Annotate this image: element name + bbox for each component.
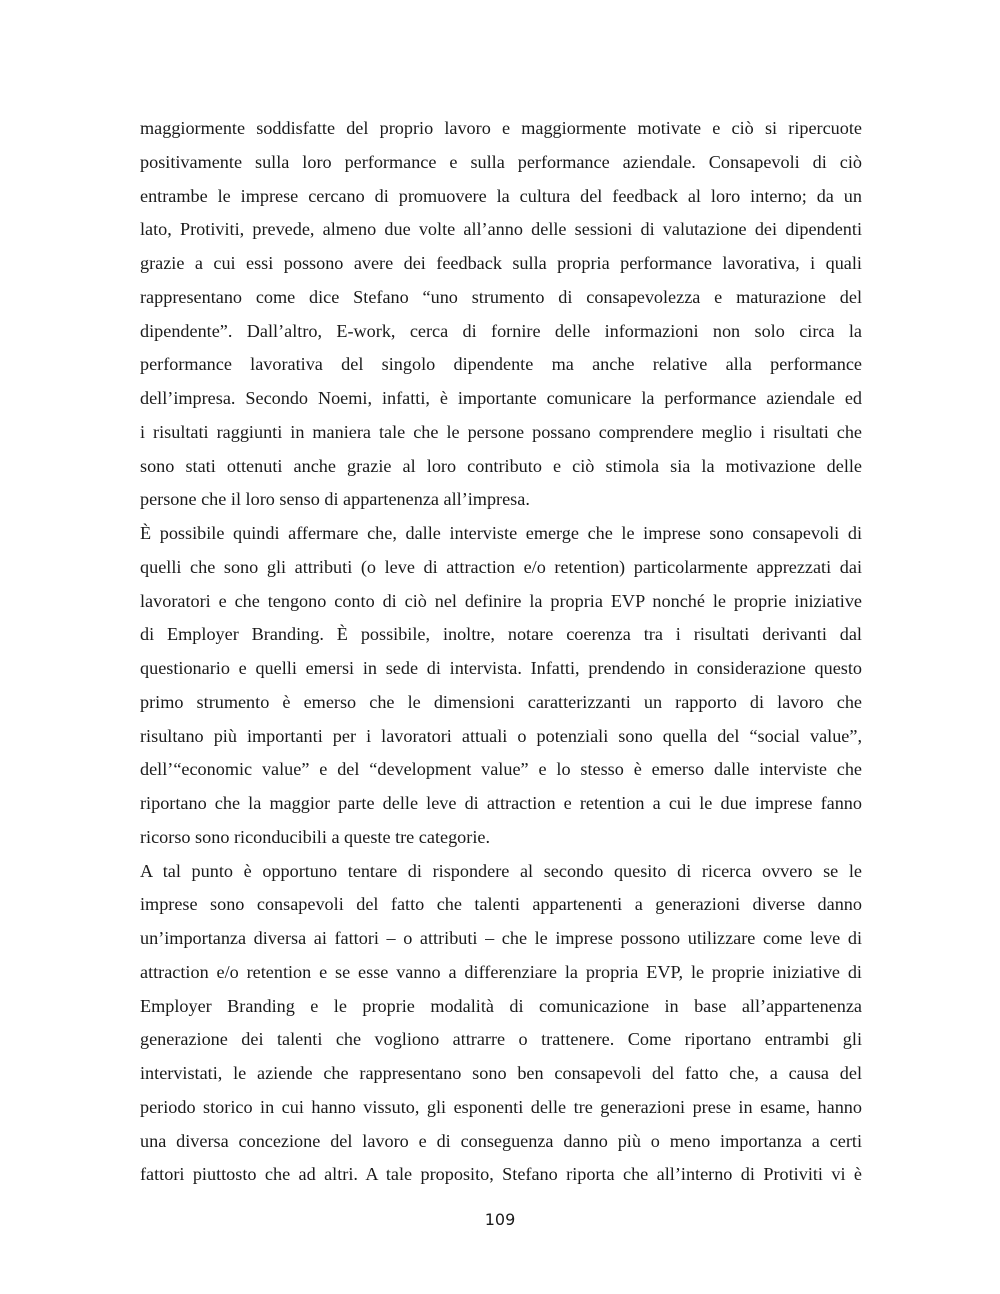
text-line: imprese sono consapevoli del fatto che talenti appartenenti a generazioni diverse danno [140, 894, 862, 915]
text-line: fattori piuttosto che ad altri. A tale proposito, Stefano riporta che all’interno di Protiviti vi è [140, 1164, 862, 1185]
text-line: riportano che la maggior parte delle leve di attraction e retention a cui le due imprese fanno [140, 793, 862, 813]
text-line: lavoratori e che tengono conto di ciò nel definire la propria EVP nonché le proprie iniziative [140, 590, 862, 611]
text-line: entrambe le imprese cercano di promuovere la cultura del feedback al loro interno; da un [140, 185, 862, 206]
text-line: A tal punto è opportuno tentare di rispondere al secondo quesito di ricerca ovvero se le [140, 860, 862, 881]
text-line: i risultati raggiunti in maniera tale che le persone possano comprendere meglio i risultati che [140, 421, 862, 442]
text-line: ricorso sono riconducibili a queste tre categorie. [140, 826, 490, 847]
text-line: grazie a cui essi possono avere dei feedback sulla propria performance lavorativa, i quali [140, 253, 862, 273]
paragraph [140, 112, 862, 517]
text-line: periodo storico in cui hanno vissuto, gli esponenti delle tre generazioni prese in esame, hanno [140, 1096, 862, 1117]
text-line: intervistati, le aziende che rappresentano sono ben consapevoli del fatto che, a causa del [140, 1063, 862, 1083]
text-line: sono stati ottenuti anche grazie al loro contributo e ciò stimola sia la motivazione delle [140, 455, 862, 476]
text-line: performance lavorativa del singolo dipendente ma anche relative alla performance [140, 354, 862, 375]
text-line: maggiormente soddisfatte del proprio lavoro e maggiormente motivate e ciò si ripercuote [140, 118, 862, 138]
text-line: primo strumento è emerso che le dimensioni caratterizzanti un rapporto di lavoro che [140, 691, 862, 712]
text-line: È possibile quindi affermare che, dalle interviste emerge che le imprese sono consapevoli di [140, 523, 862, 543]
text-line: quelli che sono gli attributi (o leve di attraction e/o retention) particolarmente apprezzati dai [140, 556, 862, 577]
text-line: dell’“economic value” e del “development value” e lo stesso è emerso dalle interviste che [140, 759, 862, 780]
page-number: 109 [484, 1210, 516, 1229]
text-line: una diversa concezione del lavoro e di conseguenza danno più o meno importanza a certi [140, 1130, 862, 1151]
text-line: rappresentano come dice Stefano “uno strumento di consapevolezza e maturazione del [140, 286, 862, 307]
text-line: di Employer Branding. È possibile, inoltre, notare coerenza tra i risultati derivanti dal [140, 624, 862, 645]
text-line: dell’impresa. Secondo Noemi, infatti, è importante comunicare la performance aziendale ed [140, 388, 862, 408]
text-line: generazione dei talenti che vogliono attrarre o trattenere. Come riportano entrambi gli [140, 1029, 862, 1050]
text-line: questionario e quelli emersi in sede di intervista. Infatti, prendendo in considerazione questo [140, 658, 862, 678]
text-line: positivamente sulla loro performance e sulla performance aziendale. Consapevoli di ciò [140, 151, 862, 172]
text-line: lato, Protiviti, prevede, almeno due volte all’anno delle sessioni di valutazione dei dipendenti [140, 219, 862, 240]
text-line: persone che il loro senso di appartenenza all’impresa. [140, 489, 530, 510]
paragraph [140, 517, 862, 855]
text-line: risultano più importanti per i lavoratori attuali o potenziali sono quella del “social value”, [140, 725, 862, 746]
text-line: un’importanza diversa ai fattori – o attributi – che le imprese possono utilizzare come leve di [140, 928, 862, 948]
text-line: Employer Branding e le proprie modalità di comunicazione in base all’appartenenza [140, 995, 862, 1016]
text-line: attraction e/o retention e se esse vanno a differenziare la propria EVP, le proprie iniziative di [140, 961, 862, 982]
body-text [140, 112, 862, 1192]
paragraph [140, 855, 862, 1193]
text-line: dipendente”. Dall’altro, E-work, cerca di fornire delle informazioni non solo circa la [140, 320, 862, 341]
